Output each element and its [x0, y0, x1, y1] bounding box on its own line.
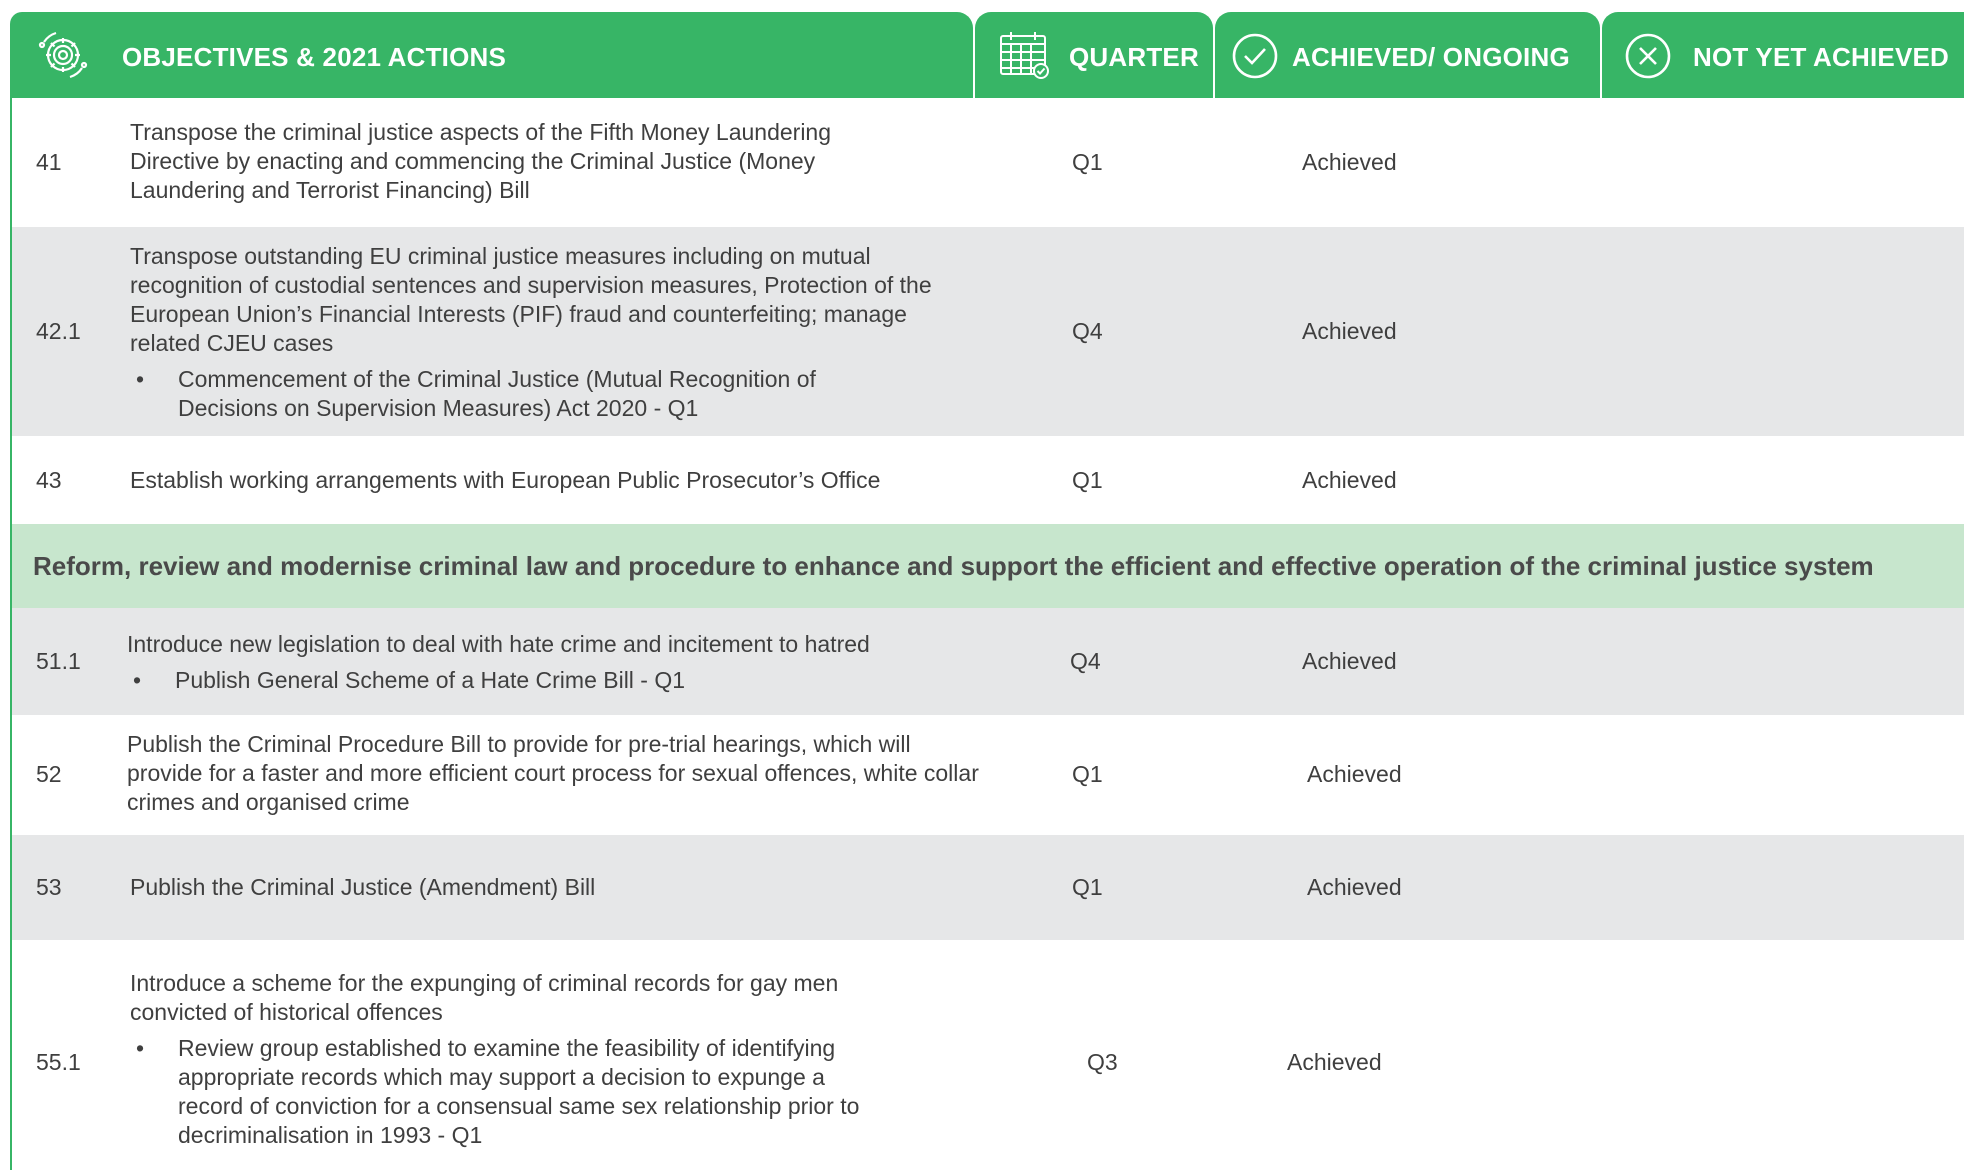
action-number: 51.1	[36, 648, 81, 674]
bullet-list	[130, 1034, 910, 1150]
section-heading: Reform, review and modernise criminal law and procedure to enhance and support the efficient and effective operation of the criminal justice system	[33, 551, 1874, 581]
action-text: Publish the Criminal Justice (Amendment) Bill	[130, 874, 596, 900]
table-header	[0, 12, 1964, 98]
bullet-list	[130, 365, 960, 423]
action-status: Achieved	[1302, 467, 1397, 493]
action-text: Transpose outstanding EU criminal justice measures including on mutual recognition of custodial sentences and supervision measures, Protection of the European Union’s Financial Interests (PIF) fraud and counterfeiting; manage related CJEU cases	[130, 243, 932, 356]
header-achieved-cell	[1215, 12, 1600, 98]
action-quarter: Q1	[1072, 149, 1103, 175]
table-row	[12, 608, 1964, 715]
bullet-item: • Commencement of the Criminal Justice (Mutual Recognition of Decisions on Supervision Measures) Act 2020 - Q1	[130, 365, 878, 423]
action-status: Achieved	[1302, 149, 1397, 175]
action-number: 41	[36, 149, 62, 175]
action-description	[130, 466, 970, 495]
action-text: Introduce new legislation to deal with hate crime and incitement to hatred	[127, 631, 870, 657]
table-row	[12, 715, 1964, 835]
action-description	[130, 242, 960, 423]
action-status: Achieved	[1307, 874, 1402, 900]
action-description	[130, 873, 970, 902]
action-description	[130, 969, 910, 1150]
check-circle-icon	[1231, 32, 1279, 85]
action-text: Establish working arrangements with European Public Prosecutor’s Office	[130, 467, 881, 493]
header-quarter-label: QUARTER	[1069, 42, 1199, 72]
action-status: Achieved	[1302, 648, 1397, 674]
action-text: Introduce a scheme for the expunging of criminal records for gay men convicted of historical offences	[130, 970, 839, 1025]
action-quarter: Q4	[1072, 318, 1103, 344]
action-quarter: Q4	[1070, 648, 1101, 674]
action-text: Publish the Criminal Procedure Bill to provide for pre-trial hearings, which will provide for a faster and more efficient court process for sexual offences, white collar crimes and organised crime	[127, 731, 979, 815]
action-quarter: Q3	[1087, 1049, 1118, 1075]
header-not-achieved-label: NOT YET ACHIEVED	[1693, 42, 1950, 72]
x-circle-icon	[1624, 32, 1672, 85]
action-number: 52	[36, 761, 62, 787]
table-row	[12, 835, 1964, 940]
header-quarter-cell	[975, 12, 1213, 98]
table-row	[12, 227, 1964, 436]
action-description	[127, 730, 987, 817]
table-row	[12, 436, 1964, 524]
header-not-achieved-cell	[1602, 12, 1964, 98]
action-status: Achieved	[1302, 318, 1397, 344]
action-quarter: Q1	[1072, 467, 1103, 493]
table-row	[12, 98, 1964, 227]
header-objectives-label: OBJECTIVES & 2021 ACTIONS	[122, 42, 507, 72]
action-number: 53	[36, 874, 62, 900]
bullet-list	[127, 666, 967, 695]
action-quarter: Q1	[1072, 874, 1103, 900]
action-description	[127, 630, 967, 695]
section-heading-row	[12, 524, 1964, 608]
bullet-item: • Review group established to examine the feasibility of identifying appropriate records which may support a decision to expunge a record of conviction for a consensual same sex relationship prior to decriminalisation in 1993 - Q1	[130, 1034, 888, 1150]
gear-target-icon	[36, 28, 90, 87]
action-description	[130, 118, 890, 205]
action-quarter: Q1	[1072, 761, 1103, 787]
table-row	[12, 940, 1964, 1170]
bullet-item: • Publish General Scheme of a Hate Crime Bill - Q1	[127, 666, 967, 695]
action-status: Achieved	[1307, 761, 1402, 787]
action-number: 55.1	[36, 1049, 81, 1075]
calendar-check-icon	[999, 30, 1051, 85]
header-objectives-cell	[10, 12, 973, 98]
header-achieved-label: ACHIEVED/ ONGOING	[1292, 42, 1570, 72]
action-text: Transpose the criminal justice aspects of the Fifth Money Laundering Directive by enacting and commencing the Criminal Justice (Money Laundering and Terrorist Financing) Bill	[130, 119, 832, 203]
action-status: Achieved	[1287, 1049, 1382, 1075]
action-number: 42.1	[36, 318, 81, 344]
action-number: 43	[36, 467, 62, 493]
